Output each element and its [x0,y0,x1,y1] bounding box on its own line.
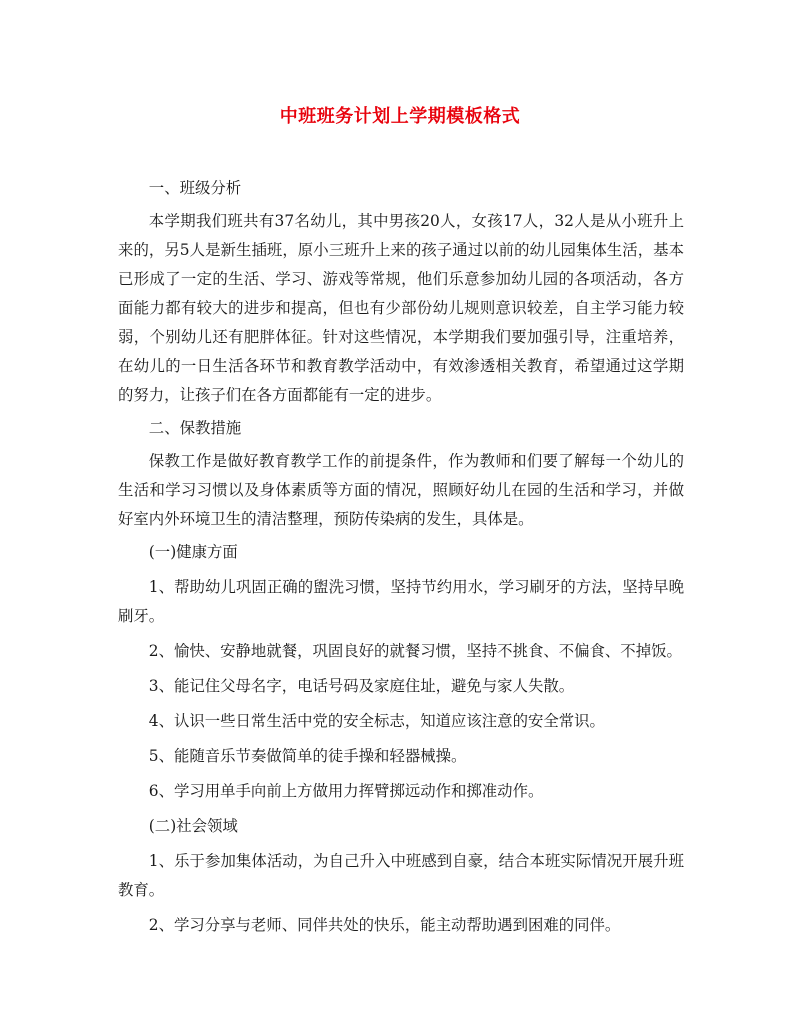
list-item-health-1: 1、帮助幼儿巩固正确的盥洗习惯，坚持节约用水，学习刷牙的方法，坚持早晚刷牙。 [118,578,684,625]
document-title: 中班班务计划上学期模板格式 [279,106,521,127]
paragraph-care-measures: 保教工作是做好教育教学工作的前提条件，作为教师和们要了解每一个幼儿的生活和学习习惯以及身体素质等方面的情况，照顾好幼儿在园的生活和学习，并做好室内外环境卫生的清洁整理，预防传染病的发生，具体是。 [118,452,684,528]
section-heading-care-measures: 二、保教措施 [148,419,242,437]
paragraph-class-analysis: 本学期我们班共有37名幼儿，其中男孩20人，女孩17人，32人是从小班升上来的，另5人是新生插班，原小三班升上来的孩子通过以前的幼儿园集体生活，基本已形成了一定的生活、学习、游戏等常规，他们乐意参加幼儿园的各项活动，各方面能力都有较大的进步和提高，但也有少部份幼儿规则意识较差，自主学习能力较弱，个别幼儿还有肥胖体征。针对这些情况，本学期我们要加强引导，注重培养，在幼儿的一日生活各环节和教育教学活动中，有效渗透相关教育，希望通过这学期的努力，让孩子们在各方面都能有一定的进步。 [118,212,684,404]
list-item-health-2: 2、愉快、安静地就餐，巩固良好的就餐习惯，坚持不挑食、不偏食、不掉饭。 [148,642,682,660]
list-item-social-1: 1、乐于参加集体活动，为自己升入中班感到自豪，结合本班实际情况开展升班教育。 [118,852,684,899]
list-item-health-3: 3、能记住父母名字，电话号码及家庭住址，避免与家人失散。 [148,677,575,695]
document-body [118,174,684,946]
subsection-heading-health: (一)健康方面 [148,543,238,561]
list-item-social-2: 2、学习分享与老师、同伴共处的快乐，能主动帮助遇到困难的同伴。 [148,916,621,934]
subsection-heading-social: (二)社会领域 [148,817,238,835]
list-item-health-5: 5、能随音乐节奏做简单的徒手操和轻器械操。 [148,747,467,765]
section-heading-class-analysis: 一、班级分析 [148,179,242,197]
list-item-health-4: 4、认识一些日常生活中党的安全标志，知道应该注意的安全常识。 [148,712,605,730]
list-item-health-6: 6、学习用单手向前上方做用力挥臂掷远动作和掷准动作。 [148,782,544,800]
